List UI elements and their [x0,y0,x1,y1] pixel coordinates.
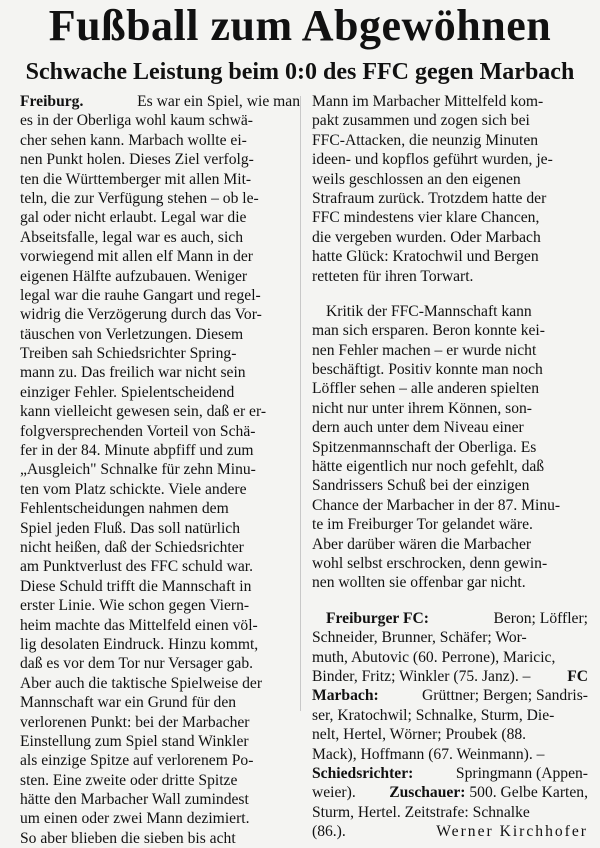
column-right [312,92,588,841]
lineup-line: nelt, Hertel, Wörner; Proubek (88. [312,726,527,744]
text-line: Mannschaft war ein Grund für den [20,694,237,712]
text-line: folgversprechenden Vorteil von Schä- [20,422,256,440]
column-divider [300,96,301,711]
lineup-line: Schiedsrichter: Springmann (Appen- [312,764,588,782]
text-line: Sandrissers Schuß bei der einzigen [312,477,530,495]
text-line: sten. Eine zweite oder dritte Spitze [20,771,238,789]
text-line: eigenen Hälfte aufzubauen. Weniger [20,267,248,285]
text-line [20,92,300,111]
text-line: Spitzenmannschaft der Oberliga. Es [312,438,537,456]
text-line: Abseitsfalle, legal war es auch, sich [20,228,243,246]
text-line: kann vielleicht gewesen sein, daß er er- [20,403,267,421]
text-line: weils geschlossen an den eigenen [312,170,521,188]
lineup-line: ser, Kratochwil; Schnalke, Sturm, Die- [312,706,555,724]
text-line: vorwiegend mit allen elf Mann in der [20,248,253,266]
text-line: FFC mindestens vier klare Chancen, [312,209,540,227]
text-line: Einstellung zum Spiel stand Winkler [20,732,249,750]
text-line: hatte Glück: Kratochwil und Bergen [312,248,539,266]
text-line: „Ausgleich" Schnalke für zehn Minu- [20,461,256,479]
text-line: als einzige Spitze auf verlorenem Po- [20,752,254,770]
referee-label: Schiedsrichter: [312,764,414,782]
text-line: erster Linie. Wie schon gegen Viern- [20,597,250,615]
spectators-label: Zuschauer: [389,784,466,802]
text-line: nicht heißen, daß der Schiedsrichter [20,538,244,556]
text-line: Strafraum zurück. Trotzdem hatte der [312,189,547,207]
lineup-line: Binder, Fritz; Winkler (75. Janz). – FC [312,667,588,685]
team-label-marbach: Marbach: [312,687,379,705]
text-line: Mann im Marbacher Mittelfeld kom- [312,93,544,110]
text-line-content: Es war ein Spiel, wie man [137,93,300,110]
text-line: Kritik der FFC-Mannschaft kann [326,302,532,320]
text-line: fer in der 84. Minute abpfiff und zum [20,442,254,460]
lineup-line: Mack), Hoffmann (67. Weinmann). – [312,745,545,763]
text-line: hätte eigentlich nur noch gefehlt, daß [312,458,545,476]
text-line: nen wollten sie offenbar gar nicht. [312,574,526,592]
lineup-line: Marbach: Grüttner; Bergen; Sandris- [312,687,588,705]
text-line: Spiel jeden Fluß. Das soll natürlich [20,519,241,537]
lineup-line: muth, Abutovic (60. Perrone), Maricic, [312,648,556,666]
dateline: Freiburg. [20,93,84,110]
lineup-line: Freiburger FC: Beron; Löffler; [312,609,588,628]
text-line: verlorenen Punkt: bei der Marbacher [20,713,250,731]
text-line: Aber darüber wären die Marbacher [312,535,532,553]
text-line: Chance der Marbacher in der 87. Minu- [312,496,561,514]
text-line: lig desolaten Eindruck. Hinzu kommt, [20,635,259,653]
text-line: teln, die zur Verfügung stehen – ob le- [20,189,259,207]
paragraph-gap [312,593,588,609]
text-line: um einen oder zwei Mann dezimiert. [20,810,250,828]
team-label-freiburg: Freiburger FC: [326,609,429,627]
text-line: nicht nur unter ihrem Können, son- [312,399,532,417]
text-line: te im Freiburger Tor gelandet wäre. [312,516,533,534]
text-line: Treiben sah Schiedsrichter Spring- [20,345,237,363]
text-line: heim machte das Mittelfeld einen völ- [20,616,258,634]
text-line: cher sehen kann. Marbach wollte ei- [20,131,247,149]
text-line: nen Fehler machen – er wurde nicht [312,341,537,359]
text-line: Aber auch die taktische Spielweise der [20,674,263,692]
text-line: FFC-Attacken, die neunzig Minuten [312,131,539,149]
lineup-line: (86.). Werner Kirchhofer [312,823,588,841]
author-signature: Werner Kirchhofer [436,823,588,841]
text-line: am Punktverlust des FFC schuld war. [20,558,254,576]
headline: Fußball zum Abgewöhnen [48,1,552,50]
text-line: hätte den Marbacher Wall zumindest [20,791,249,809]
text-line: täuschen von Verletzungen. Diesem [20,325,244,343]
text-line: nen Punkt holen. Dieses Ziel verfolg- [20,151,254,169]
text-line: ten vom Platz schickte. Viele andere [20,480,247,498]
text-line: es in der Oberliga wohl kaum schwä- [20,112,253,130]
text-line: So aber blieben die sieben bis acht [20,829,236,847]
text-line: legal war die rauhe Gangart und regel- [20,286,261,304]
text-line: einziger Fehler. Spielentscheidend [20,383,235,401]
text-line: Fehlentscheidungen nahmen dem [20,500,229,518]
team-label-fc: FC [567,667,588,685]
text-line: man sich ersparen. Beron konnte kei- [312,322,545,340]
text-line: dern auch unter dem Niveau einer [312,419,524,437]
text-line: pakt zusammen und zogen sich bei [312,112,530,130]
text-line: gal oder nicht erlaubt. Legal war die [20,209,247,227]
text-line: ideen- und kopflos geführt wurden, je- [312,151,553,169]
text-line: beschäftigt. Positiv konnte man noch [312,361,543,379]
lineup-line: Sturm, Hertel. Zeitstrafe: Schnalke [312,803,530,821]
text-line: Löffler sehen – alle anderen spielten [312,380,540,398]
column-left [20,92,300,848]
text-line: retteten für ihren Torwart. [312,267,474,285]
lineup-line: weier). Zuschauer: 500. Gelbe Karten, [312,784,588,802]
lineup-line: Schneider, Brunner, Schäfer; Wor- [312,629,527,647]
text-line: ten die Württemberger mit allen Mit- [20,170,252,188]
text-line: daß es vor dem Tor nur Versager gab. [20,655,254,673]
text-line: die vergeben wurden. Oder Marbach [312,228,541,246]
paragraph-gap [312,286,588,302]
text-line: wohl selbst erschrocken, denn gewin- [312,554,548,572]
subheadline: Schwache Leistung beim 0:0 des FFC gegen Marbach [25,59,575,85]
text-line: mann zu. Das freilich war nicht sein [20,364,246,382]
text-line: widrig die Verzögerung durch das Vor- [20,306,262,324]
text-line: Diese Schuld trifft die Mannschaft in [20,577,252,595]
